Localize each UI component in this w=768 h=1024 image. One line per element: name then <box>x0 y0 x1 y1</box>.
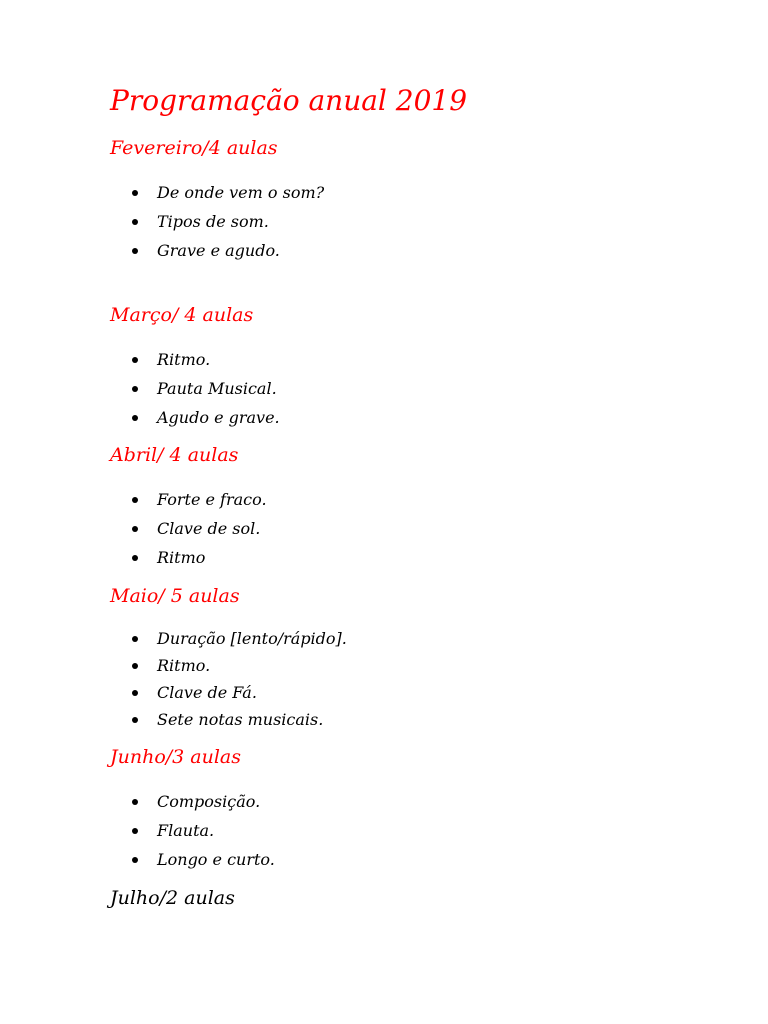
list-item: Pauta Musical. <box>130 374 280 403</box>
list-item: Agudo e grave. <box>130 403 280 432</box>
section-list-fevereiro <box>130 178 324 265</box>
section-list-marco <box>130 345 280 432</box>
list-item: Flauta. <box>130 816 275 845</box>
section-list-maio <box>130 625 347 733</box>
section-list-abril <box>130 485 267 572</box>
section-heading-marco: Março/ 4 aulas <box>110 304 254 326</box>
section-list-junho <box>130 787 275 874</box>
list-item: Composição. <box>130 787 275 816</box>
section-heading-junho: Junho/3 aulas <box>110 746 242 768</box>
list-item: Ritmo. <box>130 345 280 374</box>
list-item: De onde vem o som? <box>130 178 324 207</box>
list-item: Clave de sol. <box>130 514 267 543</box>
list-item: Sete notas musicais. <box>130 706 347 733</box>
section-heading-julho: Julho/2 aulas <box>110 887 235 909</box>
document-title: Programação anual 2019 <box>110 84 468 117</box>
list-item: Ritmo <box>130 543 267 572</box>
list-item: Grave e agudo. <box>130 236 324 265</box>
list-item: Longo e curto. <box>130 845 275 874</box>
list-item: Clave de Fá. <box>130 679 347 706</box>
section-heading-abril: Abril/ 4 aulas <box>110 444 239 466</box>
list-item: Tipos de som. <box>130 207 324 236</box>
list-item: Duração [lento/rápido]. <box>130 625 347 652</box>
section-heading-fevereiro: Fevereiro/4 aulas <box>110 137 278 159</box>
section-heading-maio: Maio/ 5 aulas <box>110 585 240 607</box>
list-item: Forte e fraco. <box>130 485 267 514</box>
list-item: Ritmo. <box>130 652 347 679</box>
